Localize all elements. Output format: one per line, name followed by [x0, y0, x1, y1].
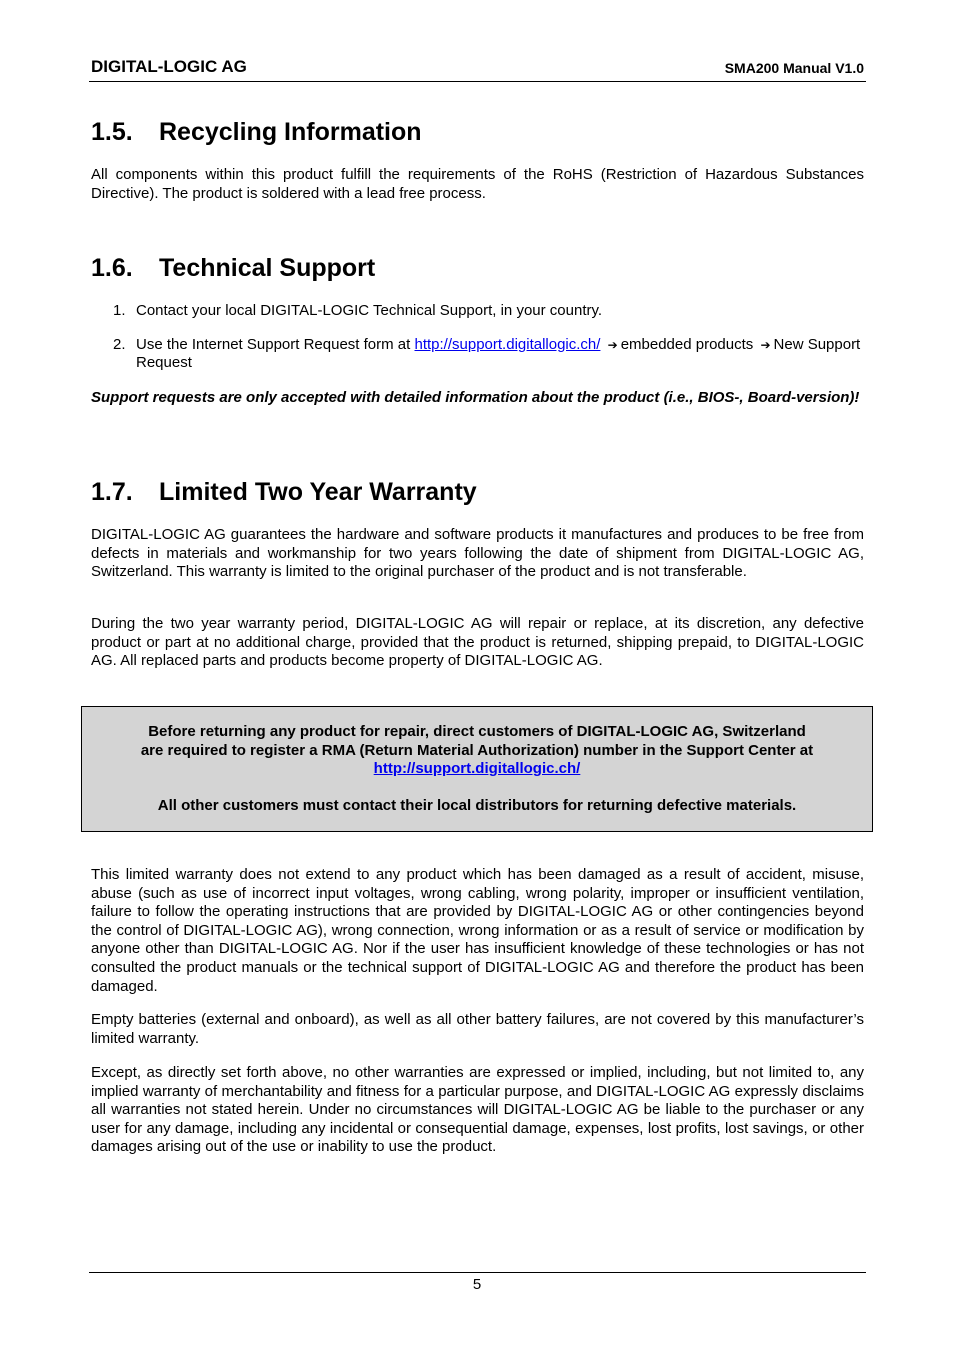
rma-support-link[interactable]: http://support.digitallogic.ch/ [373, 760, 581, 778]
footer-divider [89, 1272, 866, 1273]
section-title: Limited Two Year Warranty [159, 478, 477, 506]
manual-title: SMA200 Manual V1.0 [724, 60, 864, 76]
notice-text [82, 723, 872, 779]
support-list [91, 302, 864, 373]
section-number: 1.7. [91, 478, 133, 506]
heading-technical-support [91, 253, 375, 283]
warranty-paragraph-4 [91, 1011, 864, 1048]
arrow-right-icon: ➔ [760, 337, 771, 352]
paragraph: During the two year warranty period, DIGITAL-LOGIC AG will repair or replace, at its discretion, any defective product or part at no additional charge, provided that the product is returned, shipping prepaid, to DIGITAL-LOGIC AG. All replaced parts and products become property of DIGITAL-LOGIC AG. [91, 615, 864, 670]
notice-line: are required to register a RMA (Return Material Authorization) number in the Support Center at [140, 741, 814, 759]
list-number: 2. [113, 335, 126, 353]
list-text: Use the Internet Support Request form at [136, 335, 411, 353]
heading-warranty [91, 477, 477, 507]
support-note-block [91, 389, 864, 408]
list-text: Contact your local DIGITAL-LOGIC Technical Support, in your country. [136, 302, 603, 319]
warranty-paragraph-2 [91, 615, 864, 671]
notice-line: All other customers must contact their local distributors for returning defective materials. [157, 797, 797, 814]
breadcrumb-step: embedded products [620, 335, 754, 353]
support-link[interactable]: http://support.digitallogic.ch/ [414, 335, 601, 353]
list-number: 1. [113, 302, 126, 319]
paragraph: Except, as directly set forth above, no other warranties are expressed or implied, including, but not limited to, any implied warranty of merchantability and fitness for a particular purpose, and DIGITAL-LOGIC AG expressly disclaims all warranties not stated herein. Under no circumstances will DIGITAL-LOGIC AG be liable to the purchaser or any user for any damage, including any incidental or consequential damage, expenses, lost profits, lost savings, or other damages arising out of the use or inability to use the product. [91, 1064, 864, 1156]
heading-recycling [91, 117, 422, 147]
paragraph: This limited warranty does not extend to any product which has been damaged as a result of accident, misuse, abuse (such as use of incorrect input voltages, wrong cabling, wrong polarity, improper or insufficient ventilation, failure to follow the operating instructions that are provided by DIGITAL-LOGIC AG or other contingencies beyond the control of DIGITAL-LOGIC AG), wrong connection, wrong information or as a result of service or modification by anyone other than DIGITAL-LOGIC AG. Nor if the user has insufficient knowledge of these technologies or has not consulted the product manuals or the technical support of DIGITAL-LOGIC AG and therefore the product has been damaged. [91, 866, 864, 995]
company-name: DIGITAL-LOGIC AG [91, 57, 247, 76]
paragraph: Empty batteries (external and onboard), as well as all other battery failures, are not covered by this manufacturer’s limited warranty. [91, 1011, 864, 1047]
paragraph: DIGITAL-LOGIC AG guarantees the hardware and software products it manufactures and produces to be free from defects in materials and workmanship for two years following the date of shipment from DIGITAL-LOGIC AG, Switzerland. This warranty is limited to the original purchaser of the product and is not transferable. [91, 526, 864, 581]
warranty-paragraph-5 [91, 1064, 864, 1157]
notice-line: Before returning any product for repair, direct customers of DIGITAL-LOGIC AG, Switzerland [148, 723, 806, 740]
section-title: Technical Support [159, 254, 376, 282]
support-section [91, 302, 864, 388]
section-title: Recycling Information [159, 118, 422, 146]
rma-notice-box [81, 706, 873, 832]
warranty-paragraph-3 [91, 866, 864, 996]
arrow-right-icon: ➔ [607, 337, 618, 352]
page-header [89, 56, 866, 82]
list-item [91, 336, 864, 373]
page-number: 5 [472, 1276, 482, 1293]
recycling-section [91, 166, 864, 203]
support-note: Support requests are only accepted with detailed information about the product (i.e., BIOS-, Board-version)! [91, 389, 860, 406]
breadcrumb-step: New Support Request [136, 335, 861, 372]
recycling-text: All components within this product fulfill the requirements of the RoHS (Restriction of Hazardous Substances Directive). The product is soldered with a lead free process. [91, 166, 864, 202]
warranty-paragraph-1 [91, 526, 864, 582]
section-number: 1.6. [91, 254, 133, 282]
list-item [91, 302, 864, 321]
section-number: 1.5. [91, 118, 133, 146]
